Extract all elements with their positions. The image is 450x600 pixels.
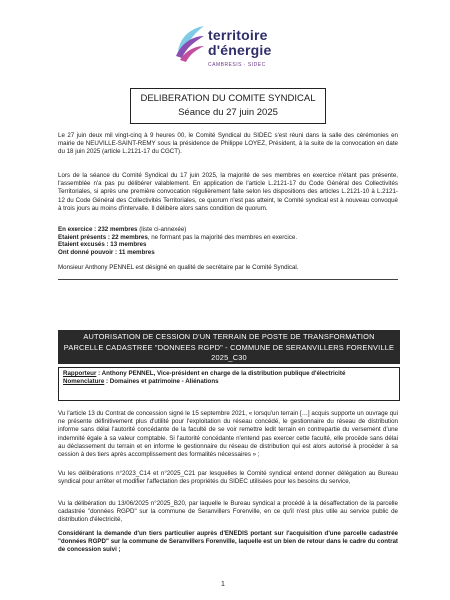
intro-paragraph: Le 27 juin deux mil vingt-cinq à 9 heures 00, le Comité Syndical du SIDEC s'est réuni dans la salle des cérémonies en mairie de NEUVILLE-SAINT-REMY sous la présidence de Philippe LOYEZ, Président, à la suite de la convocation en date du 18 juin 2025 (article L.2121-17 du CGCT).	[58, 132, 398, 156]
seance-date: Séance du 27 juin 2025	[178, 107, 278, 118]
deliberation-title-box	[130, 88, 326, 124]
considerant-paragraph: Considérant la demande d'un tiers particulier auprès d'ENEDIS portant sur l'acquisition d'une parcelle cadastrée "données RGPD" sur la commune de Seranvillers Forenville, laquelle est un bien de retour dans le cadre du contrat de concession suivi ;	[58, 530, 398, 554]
nomenclature-line: Nomenclature : Domaines et patrimoine - Aliénations	[63, 378, 219, 386]
attendance-block	[58, 226, 398, 256]
attendance-excuses: Etaient excusés : 13 membres	[58, 241, 147, 249]
subject-reference: 2025_C30	[211, 353, 247, 363]
attendance-presents: Etaient présents : 22 membres, ne formant pas la majorité des membres en exercice.	[58, 233, 298, 241]
attendance-pouvoir: Ont donné pouvoir : 11 membres	[58, 248, 155, 256]
vu-contrat-paragraph: Vu l'article 13 du Contrat de concession signé le 15 septembre 2021, « lorsqu'un terrain […] acquis supporte un ouvrage qui ne présente définitivement plus d'utilité pour l'exploitation du réseau concédé, le gestionnaire du réseau de distribution informe sans délai l'autorité concédante de la faculté de se voir remettre ledit terrain en contrepartie du versement d'une indemnité égale à sa valeur comptable. Si l'autorité concédante n'entend pas exercer cette faculté, elle procède sans délai au déclassement du terrain et en informe le gestionnaire du réseau de distribution qui est alors autorisé à procéder à sa cession à des tiers après accomplissement des formalités nécessaires » ;	[58, 410, 398, 459]
deliberation-subject-band	[58, 330, 400, 364]
sidec-logo	[174, 20, 284, 76]
rapporteur-line: Rapporteur : Anthony PENNEL, Vice-président en charge de la distribution publique d'électricité	[63, 370, 346, 377]
vu-bureau-paragraph: Vu la délibération du 13/06/2025 n°2025_B20, par laquelle le Bureau syndical a procédé à la désaffectation de la parcelle cadastrée "données RGPD" sur la commune de Seranvillers Forenville, en ce qu'il n'est plus utile au service public de distribution d'électricité,	[58, 500, 398, 524]
deliberation-title: DELIBERATION DU COMITE SYNDICAL	[140, 93, 316, 104]
subject-line1: AUTORISATION DE CESSION D'UN TERRAIN DE POSTE DE TRANSFORMATION	[83, 332, 375, 341]
logo-line1: territoire	[208, 27, 268, 43]
logo-line2: d'énergie	[208, 42, 272, 58]
leaf-swirl-icon	[174, 22, 206, 62]
secretaire-paragraph: Monsieur Anthony PENNEL est désigné en qualité de secrétaire par le Comité Syndical.	[58, 264, 299, 271]
logo-subtitle: CAMBRESIS · SIDEC	[208, 62, 266, 68]
attendance-exercice: En exercice : 232 membres (liste ci-annexée)	[58, 226, 187, 233]
page-number: 1	[221, 581, 225, 588]
quorum-paragraph: Lors de la séance du Comité Syndical du 17 juin 2025, la majorité de ses membres en exercice n'étant pas présente, l'assemblée n'a pas pu délibérer valablement. En application de l'article L.2121-17 du Code Général des Collectivités Territoriales, si après une première convocation régulièrement faite selon les dispositions des articles L.2121-10 à L.2121-12 du Code Général des Collectivités Territoriales, ce quorum n'est pas atteint, le Comité syndical est à nouveau convoqué à trois jours au moins d'intervalle. Il délibère alors sans condition de quorum.	[58, 172, 398, 212]
rapporteur-box	[58, 367, 400, 401]
vu-deliberations-paragraph: Vu les délibérations n°2023_C14 et n°2025_C21 par lesquelles le Comité syndical entend donner délégation au Bureau syndical pour arrêter et modifier l'affectation des propriétés du SIDEC utilisées pour les besoins du service,	[58, 470, 398, 486]
subject-line2: PARCELLE CADASTREE "DONNEES RGPD" - COMMUNE DE SERANVILLERS FORENVILLE	[63, 342, 395, 352]
section-divider	[58, 279, 398, 280]
logo-wordmark	[208, 28, 271, 58]
